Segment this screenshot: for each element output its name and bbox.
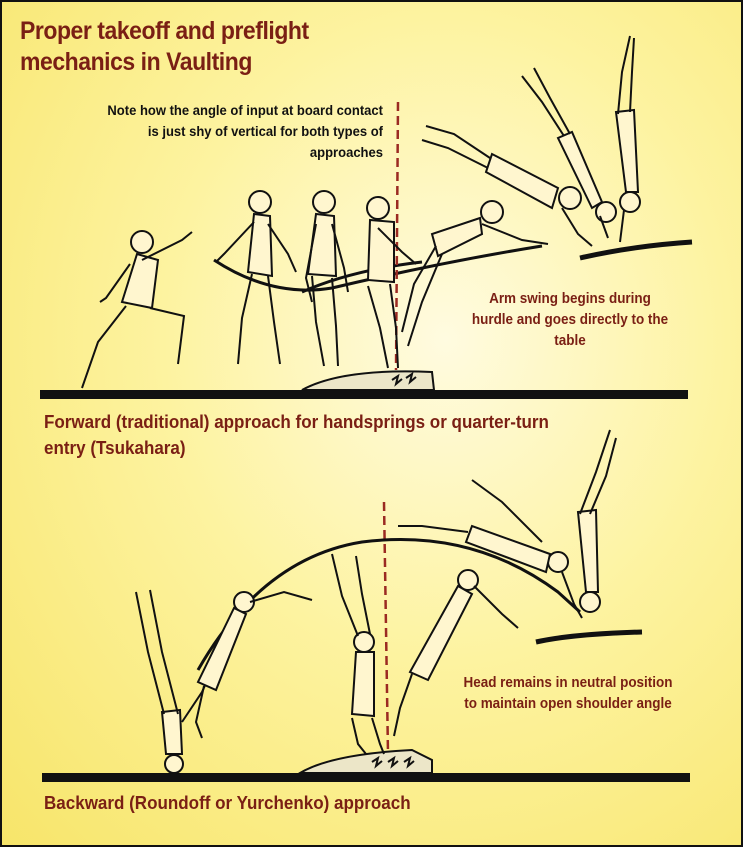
- backward-approach-caption: Backward (Roundoff or Yurchenko) approach: [44, 792, 411, 813]
- ground-line-top: [40, 390, 688, 399]
- gymnast-hurdle: [216, 191, 296, 364]
- vault-table-top: [580, 242, 692, 258]
- gymnast-handstand-2: [616, 36, 640, 242]
- gymnast-roundoff-snapdown: [196, 592, 312, 738]
- gymnast-bottom-board: [332, 554, 384, 754]
- forward-approach-caption: Forward (traditional) approach for handsprings or quarter-turn entry (Tsukahara): [44, 411, 549, 458]
- arm-swing-callout: Arm swing begins during hurdle and goes directly to the table: [471, 291, 669, 349]
- board-contact-note: Note how the angle of input at board contact is just shy of vertical for both types of approaches: [107, 102, 383, 160]
- head-position-callout: Head remains in neutral position to maintain open shoulder angle: [463, 675, 673, 712]
- gymnast-running: [82, 231, 192, 388]
- vault-table-bottom: [536, 632, 642, 642]
- springboard-top: [302, 371, 434, 390]
- ground-line-bottom: [42, 773, 690, 782]
- gymnast-handstand-1: [522, 68, 616, 238]
- diagram-title: Proper takeoff and preflight mechanics in Vaulting: [20, 17, 309, 76]
